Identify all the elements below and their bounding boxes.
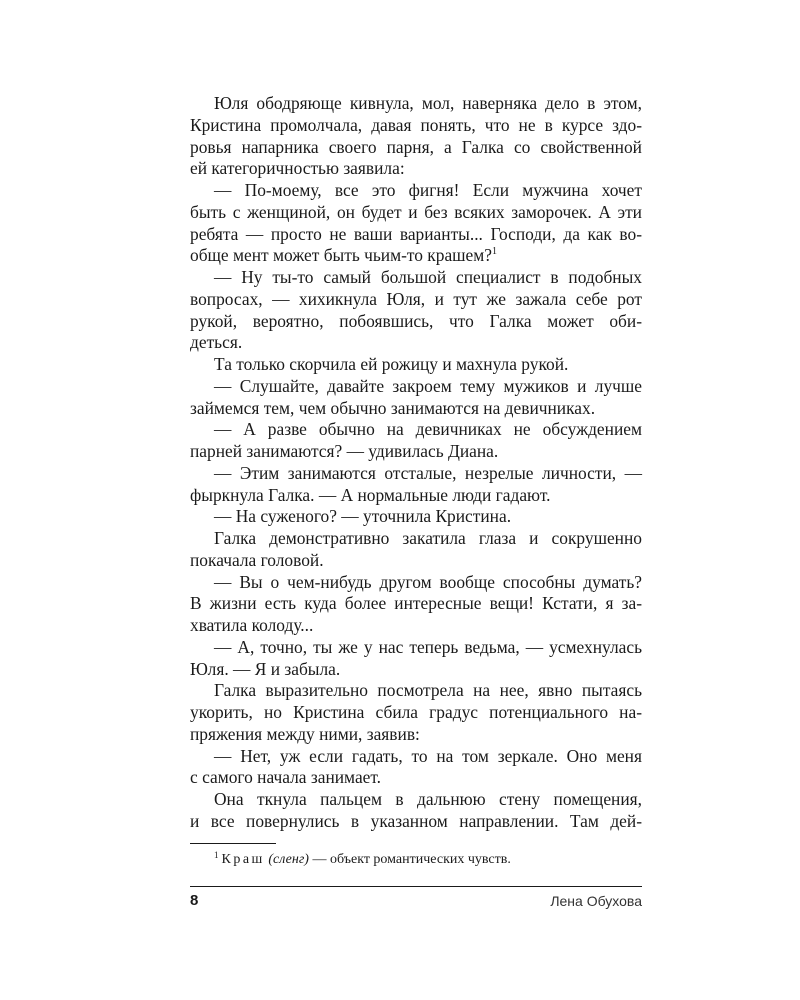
body-text: [190, 93, 642, 833]
text-line-content: быть с женщиной, он будет и без всяких заморочек. А эти: [190, 201, 642, 222]
text-line: [190, 550, 642, 572]
text-line-content: и все повернулись в указанном направлении. Там дей-: [190, 810, 642, 831]
text-line: [190, 398, 642, 420]
text-line: [190, 506, 642, 528]
footnote-marker: 1: [214, 850, 219, 860]
text-line: [190, 289, 642, 311]
text-line-content: — Слушайте, давайте закроем тему мужиков и лучше: [214, 375, 642, 396]
text-line-content: фыркнула Галка. — А нормальные люди гадают.: [190, 484, 551, 505]
footer-divider: [190, 886, 642, 887]
text-line-content: — На суженого? — уточнила Кристина.: [214, 506, 512, 527]
text-line-content: пряжения между ними, заявив:: [190, 723, 420, 744]
text-line: [190, 419, 642, 441]
text-line-content: с самого начала занимает.: [190, 767, 382, 788]
text-line-content: обще мент может быть чьим-то крашем?: [190, 245, 493, 266]
text-line-content: — А, точно, ты же у нас теперь ведьма, — усмехнулась: [214, 636, 642, 657]
text-line: [190, 789, 642, 811]
text-line: [190, 680, 642, 702]
text-line-content: — Нет, уж если гадать, то на том зеркале. Оно меня: [214, 745, 642, 766]
page-number: 8: [190, 892, 199, 909]
text-line-content: вопросах, — хихикнула Юля, и тут же зажала себе рот: [190, 288, 642, 309]
footnote-term: Краш: [221, 852, 265, 867]
text-line-content: — Ну ты-то самый большой специалист в подобных: [214, 267, 642, 287]
text-line: [190, 572, 642, 594]
text-line-content: укорить, но Кристина сбила градус потенциального на-: [190, 702, 642, 722]
text-line: [190, 158, 642, 180]
text-line-content: — Этим занимаются отсталые, незрелые личности, —: [214, 462, 642, 483]
text-line: [190, 93, 642, 115]
text-line-content: покачала головой.: [190, 549, 324, 570]
footnote-label: (сленг): [268, 852, 309, 867]
text-line: [190, 637, 642, 659]
text-line: [190, 528, 642, 550]
text-line-content: хватила колоду...: [190, 615, 314, 635]
text-line-content: ребята — просто не ваши варианты... Господи, да как во-: [190, 223, 642, 244]
text-line: [190, 463, 642, 485]
text-line-content: Юля. — Я и забыла.: [190, 658, 341, 679]
text-line: [190, 137, 642, 159]
text-line: [190, 115, 642, 137]
text-line: [190, 659, 642, 681]
text-line: [190, 332, 642, 354]
text-line: [190, 593, 642, 615]
text-line: [190, 441, 642, 463]
running-head-author: Лена Обухова: [550, 893, 642, 909]
text-line-content: Та только скорчила ей рожицу и махнула рукой.: [214, 354, 569, 374]
text-line-content: Юля ободряюще кивнула, мол, наверняка дело в этом,: [214, 93, 642, 113]
text-line-content: деться.: [190, 332, 243, 353]
footnote-divider: [190, 843, 276, 844]
text-line: [190, 180, 642, 202]
text-line-content: Галка выразительно посмотрела на нее, явно пытаясь: [214, 680, 642, 701]
text-line-content: ей категоричностью заявила:: [190, 158, 405, 179]
text-line-content: Кристина промолчала, давая понять, что не в курсе здо-: [190, 114, 642, 135]
text-line-content: — А разве обычно на девичниках не обсуждением: [214, 419, 642, 440]
text-line: [190, 245, 642, 267]
text-line-content: В жизни есть куда более интересные вещи! Кстати, я за-: [190, 593, 642, 614]
text-line-content: рукой, вероятно, побоявшись, что Галка может оби-: [190, 310, 642, 331]
text-line: [190, 724, 642, 746]
footnote-reference: 1: [492, 246, 498, 258]
text-line: [190, 354, 642, 376]
text-line-content: — По-моему, все это фигня! Если мужчина хочет: [214, 180, 642, 200]
text-line: [190, 702, 642, 724]
text-line: [190, 811, 642, 833]
text-line-content: — Вы о чем-нибудь другом вообще способны думать?: [214, 571, 642, 592]
text-line: [190, 311, 642, 333]
text-line: [190, 202, 642, 224]
footnote-definition: — объект романтических чувств.: [312, 852, 511, 867]
text-line-content: займемся тем, чем обычно занимаются на девичниках.: [190, 397, 596, 418]
text-line: [190, 376, 642, 398]
text-line: [190, 746, 642, 768]
text-line-content: Галка демонстративно закатила глаза и сокрушенно: [214, 528, 642, 548]
text-line: [190, 615, 642, 637]
text-line: [190, 224, 642, 246]
text-line: [190, 767, 642, 789]
text-line: [190, 267, 642, 289]
text-line: [190, 485, 642, 507]
text-line-content: Она ткнула пальцем в дальнюю стену помещения,: [214, 789, 642, 809]
text-line-content: ровья напарника своего парня, а Галка со свойственной: [190, 136, 642, 157]
footnote: [214, 851, 511, 869]
text-line-content: парней занимаются? — удивилась Диана.: [190, 441, 499, 461]
